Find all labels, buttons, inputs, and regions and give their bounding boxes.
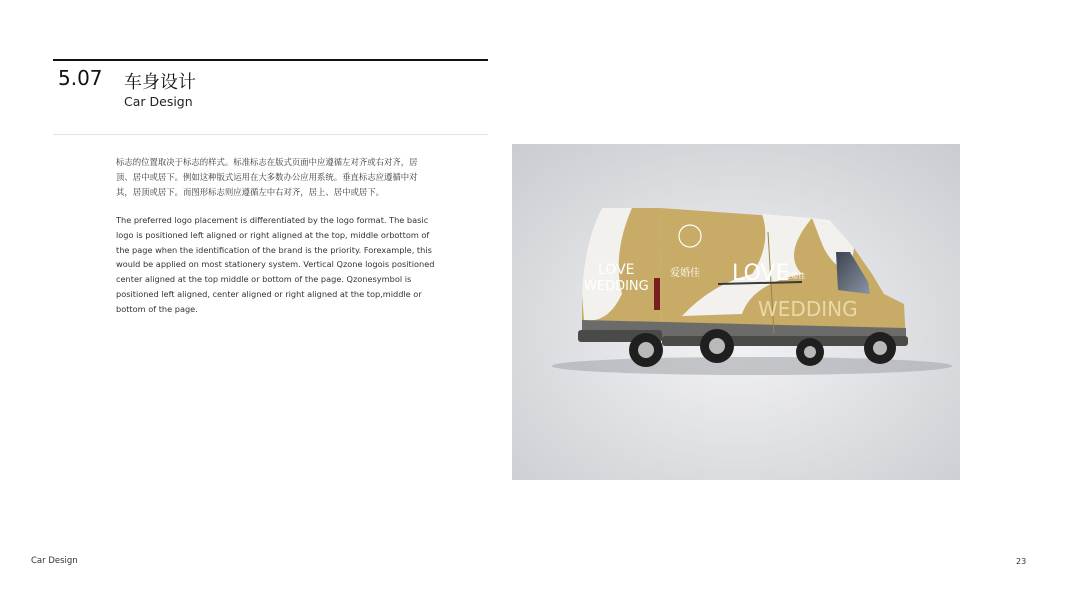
van-side-love: LOVE xyxy=(732,261,790,286)
van-back-wedding: WEDDING xyxy=(584,279,649,294)
header-divider xyxy=(53,134,488,135)
van-side-brand-small: 爱婚佳 xyxy=(784,272,805,280)
section-number: 5.07 xyxy=(58,66,103,90)
section-title-en: Car Design xyxy=(124,94,193,109)
body-paragraph-en: The preferred logo placement is differentiated by the logo format. The basic logo is positioned left aligned or right aligned at the top, middle orbottom of the page when the identification of the brand is the priority. Forexample, this would be applied on most stationery system. Vertical Qzone logois positioned center aligned at the top middle or bottom of the page. Qzonesymbol is positioned left aligned, center aligned or right aligned at the top,middle or bottom of the page. xyxy=(116,215,435,314)
van-shadow xyxy=(552,357,952,375)
section-title-cn: 车身设计 xyxy=(124,72,196,93)
van-back-love: LOVE xyxy=(598,262,635,278)
page-number: 23 xyxy=(1016,557,1027,566)
van-brand-cn: 爱婚佳 xyxy=(670,268,700,279)
van-mockup-photo xyxy=(512,144,960,480)
van-side-wedding: WEDDING xyxy=(758,297,858,321)
footer-label: Car Design xyxy=(31,556,78,566)
header-top-rule xyxy=(53,59,488,61)
body-paragraph-cn: 标志的位置取决于标志的样式。标准标志在版式页面中应遵循左对齐或右对齐，居顶、居中或居下。例如这种版式运用在大多数办公应用系统。垂直标志应遵循中对其，居顶或居下。而图形标志则应遵循左中右对齐，居上、居中或居下。 xyxy=(116,157,418,197)
